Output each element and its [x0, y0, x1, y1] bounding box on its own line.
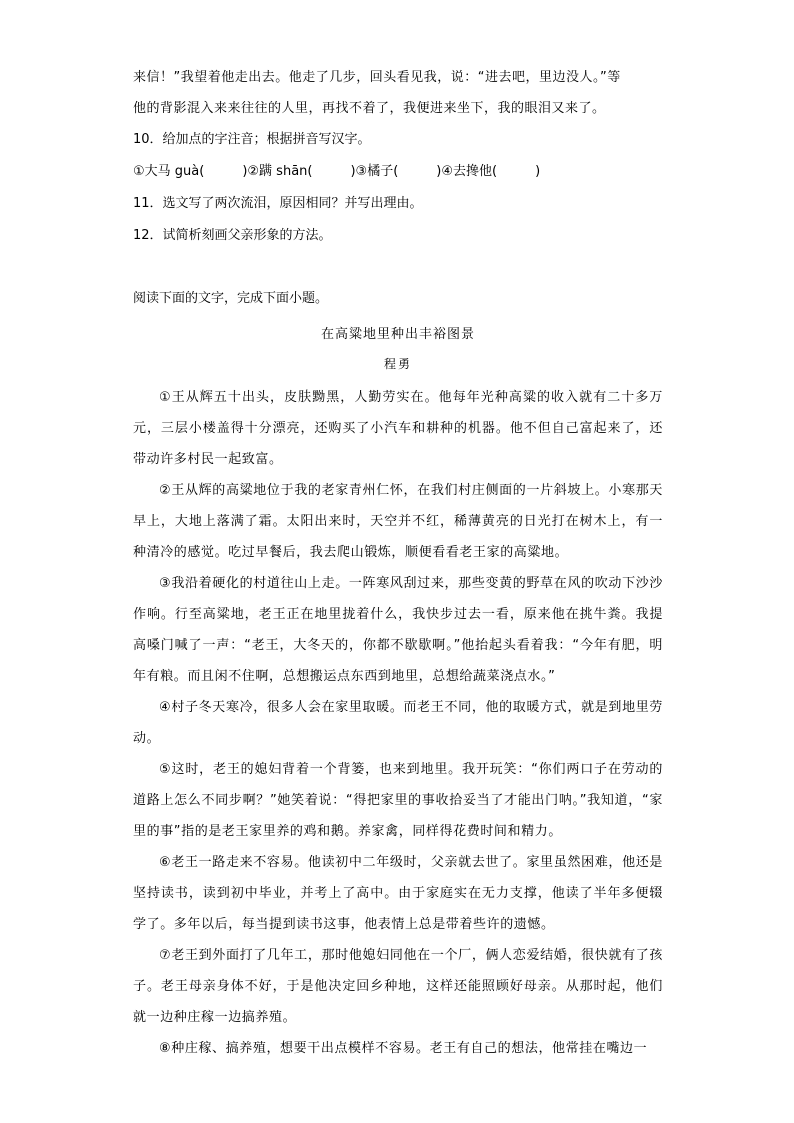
q10-item-1: ①大马 guà(: [133, 164, 205, 179]
paragraph-5: ⑤这时，老王的媳妇背着一个背篓，也来到地里。我开玩笑：“你们两口子在劳动的道路上怎么不同步啊？”她笑着说：“得把家里的事收拾妥当了才能出门呐。”我知道，“家里的事”指的是老王家里养的鸡和鹅。养家禽，同样得花费时间和精力。: [133, 762, 663, 839]
section-gap: [133, 252, 663, 284]
article-author: 程勇: [383, 357, 412, 371]
question-10: 10．给加点的字注音；根据拼音写汉字。: [133, 132, 371, 147]
paragraph-2: ②王从辉的高粱地位于我的老家青州仁怀，在我们村庄侧面的一片斜坡上。小寒那天早上，大地上落满了霜。太阳出来时，天空并不红，稀薄黄亮的日光打在树木上，有一种清冷的感觉。吃过早餐后，我去爬山锻炼，顺便看看老王家的高粱地。: [133, 483, 663, 560]
paragraph-7: ⑦老王到外面打了几年工，那时他媳妇同他在一个厂，俩人恋爱结婚，很快就有了孩子。老王母亲身体不好，于是他决定回乡种地，这样还能照顾好母亲。从那时起，他们就一边种庄稼一边搞养殖。: [133, 948, 663, 1025]
paragraph-1: ①王从辉五十出头，皮肤黝黑，人勤劳实在。他每年光种高粱的收入就有二十多万元，三层小楼盖得十分漂亮，还购买了小汽车和耕种的机器。他不但自己富起来了，还带动许多村民一起致富。: [133, 390, 663, 467]
excerpt-line-2: 他的背影混入来来往往的人里，再找不着了，我便进来坐下，我的眼泪又来了。: [133, 101, 606, 116]
question-11: 11．选文写了两次流泪，原因相同？并写出理由。: [133, 196, 423, 211]
passage-excerpt: [133, 62, 663, 124]
paragraph-8: ⑧种庄稼、搞养殖，想要干出点模样不容易。老王有自己的想法，他常挂在嘴边一: [159, 1041, 648, 1056]
question-12: 12．试简析刻画父亲形象的方法。: [133, 228, 332, 243]
reading-instruction: 阅读下面的文字，完成下面小题。: [133, 291, 329, 306]
paragraph-4: ④村子冬天寒冷，很多人会在家里取暖。而老王不同，他的取暖方式，就是到地里劳动。: [133, 700, 663, 746]
article-title: 在高粱地里种出丰裕图景: [320, 327, 475, 342]
q10-item-4: )④去搀他(: [436, 164, 498, 179]
q10-item-2: )②蹒 shān(: [242, 164, 313, 179]
paragraph-6: ⑥老王一路走来不容易。他读初中二年级时，父亲就去世了。家里虽然困难，他还是坚持读书，读到初中毕业，并考上了高中。由于家庭实在无力支撑，他读了半年多便辍学了。多年以后，每当提到读书这事，他表情上总是带着些许的遗憾。: [133, 855, 663, 932]
article-body: [133, 382, 663, 1064]
paragraph-3: ③我沿着硬化的村道往山上走。一阵寒风刮过来，那些变黄的野草在风的吹动下沙沙作响。行至高粱地，老王正在地里拢着什么，我快步过去一看，原来他在挑牛粪。我提高嗓门喊了一声：“老王，大冬天的，你都不歇歇啊。”他抬起头看着我：“今年有肥，明年有粮。而且闲不住啊，总想搬运点东西到地里，总想给蔬菜浇点水。”: [133, 576, 663, 684]
question-10-items: [133, 156, 663, 188]
excerpt-line-1: 来信！”我望着他走出去。他走了几步，回头看见我，说：“进去吧，里边没人。”等: [133, 70, 621, 85]
q10-item-3: )③橘子(: [350, 164, 399, 179]
document-content: [133, 62, 663, 1064]
q10-close: ): [535, 164, 541, 179]
